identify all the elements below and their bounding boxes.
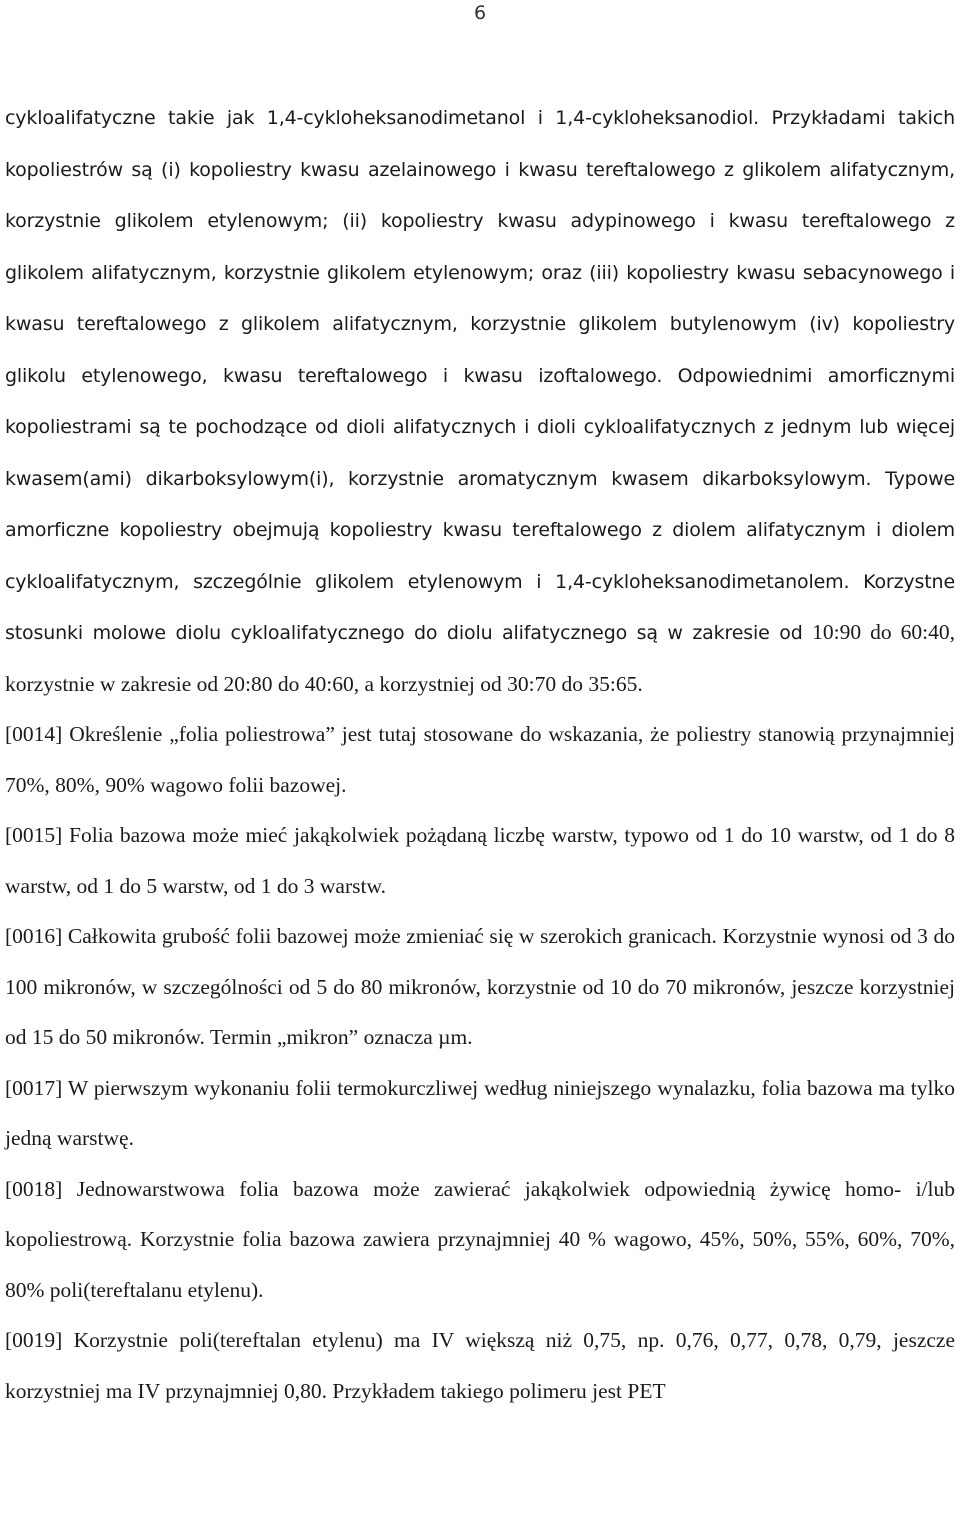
paragraph-0015 — [5, 810, 955, 911]
paragraph-text: 10:90 do 60:40, korzystnie w zakresie od 20:80 do 40:60, a korzystniej od 30:70 do 35:65. — [5, 620, 955, 696]
page-number: 6 — [473, 2, 487, 24]
paragraph-text: [0014] Określenie „folia poliestrowa” jest tutaj stosowane do wskazania, że poliestry stanowią przynajmniej 70%, 80%, 90% wagowo folii bazowej. — [5, 722, 955, 797]
paragraph-text: [0017] W pierwszym wykonaniu folii termokurczliwej według niniejszego wynalazku, folia bazowa ma tylko jedną warstwę. — [5, 1075, 955, 1150]
paragraph-0017 — [5, 1063, 955, 1164]
paragraph-0019 — [5, 1315, 955, 1416]
document-body — [5, 92, 955, 1416]
paragraph-0014 — [5, 709, 955, 810]
paragraph-text: [0015] Folia bazowa może mieć jakąkolwiek pożądaną liczbę warstw, typowo od 1 do 10 warstw, od 1 do 8 warstw, od 1 do 5 warstw, od 1 do 3 warstw. — [5, 823, 955, 898]
paragraph-0018 — [5, 1164, 955, 1316]
paragraph-text: [0016] Całkowita grubość folii bazowej może zmieniać się w szerokich granicach. Korzystnie wynosi od 3 do 100 mikronów, w szczególności od 5 do 80 mikronów, korzystnie od 10 do 70 mikronów, jeszcze korzystniej od 15 do 50 mikronów. Termin „mikron” oznacza µm. — [5, 924, 955, 1049]
paragraph-continuation — [5, 92, 955, 709]
paragraph-text: cykloalifatyczne takie jak 1,4-cykloheksanodimetanol i 1,4-cykloheksanodiol. Przykładami takich kopoliestrów są (i) kopoliestry kwasu azelainowego i kwasu tereftalowego z glikolem alifatycznym, korzystnie glikolem etylenowym; (ii) kopoliestry kwasu adypinowego i kwasu tereftalowego z glikolem alifatycznym, korzystnie glikolem etylenowym; oraz (iii) kopoliestry kwasu sebacynowego i kwasu tereftalowego z glikolem alifatycznym, korzystnie glikolem butylenowym (iv) kopoliestry glikolu etylenowego, kwasu tereftalowego i kwasu izoftalowego. Odpowiednimi amorficznymi kopoliestrami są te pochodzące od dioli alifatycznych i dioli cykloalifatycznych z jednym lub więcej kwasem(ami) dikarboksylowym(i), korzystnie aromatycznym kwasem dikarboksylowym. Typowe amorficzne kopoliestry obejmują kopoliestry kwasu tereftalowego z diolem alifatycznym i diolem cykloalifatycznym, szczególnie glikolem etylenowym i 1,4-cykloheksanodimetanolem. Korzystne stosunki molowe diolu cykloalifatycznego do diolu alifatycznego są w zakresie od — [5, 107, 955, 644]
paragraph-text: [0019] Korzystnie poli(tereftalan etylenu) ma IV większą niż 0,75, np. 0,76, 0,77, 0,78, 0,79, jeszcze korzystniej ma IV przynajmniej 0,80. Przykładem takiego polimeru jest PET — [5, 1328, 955, 1403]
paragraph-text: [0018] Jednowarstwowa folia bazowa może zawierać jakąkolwiek odpowiednią żywicę homo- i/lub kopoliestrową. Korzystnie folia bazowa zawiera przynajmniej 40 % wagowo, 45%, 50%, 55%, 60%, 70%, 80% poli(tereftalanu etylenu). — [5, 1176, 955, 1302]
paragraph-0016 — [5, 911, 955, 1063]
